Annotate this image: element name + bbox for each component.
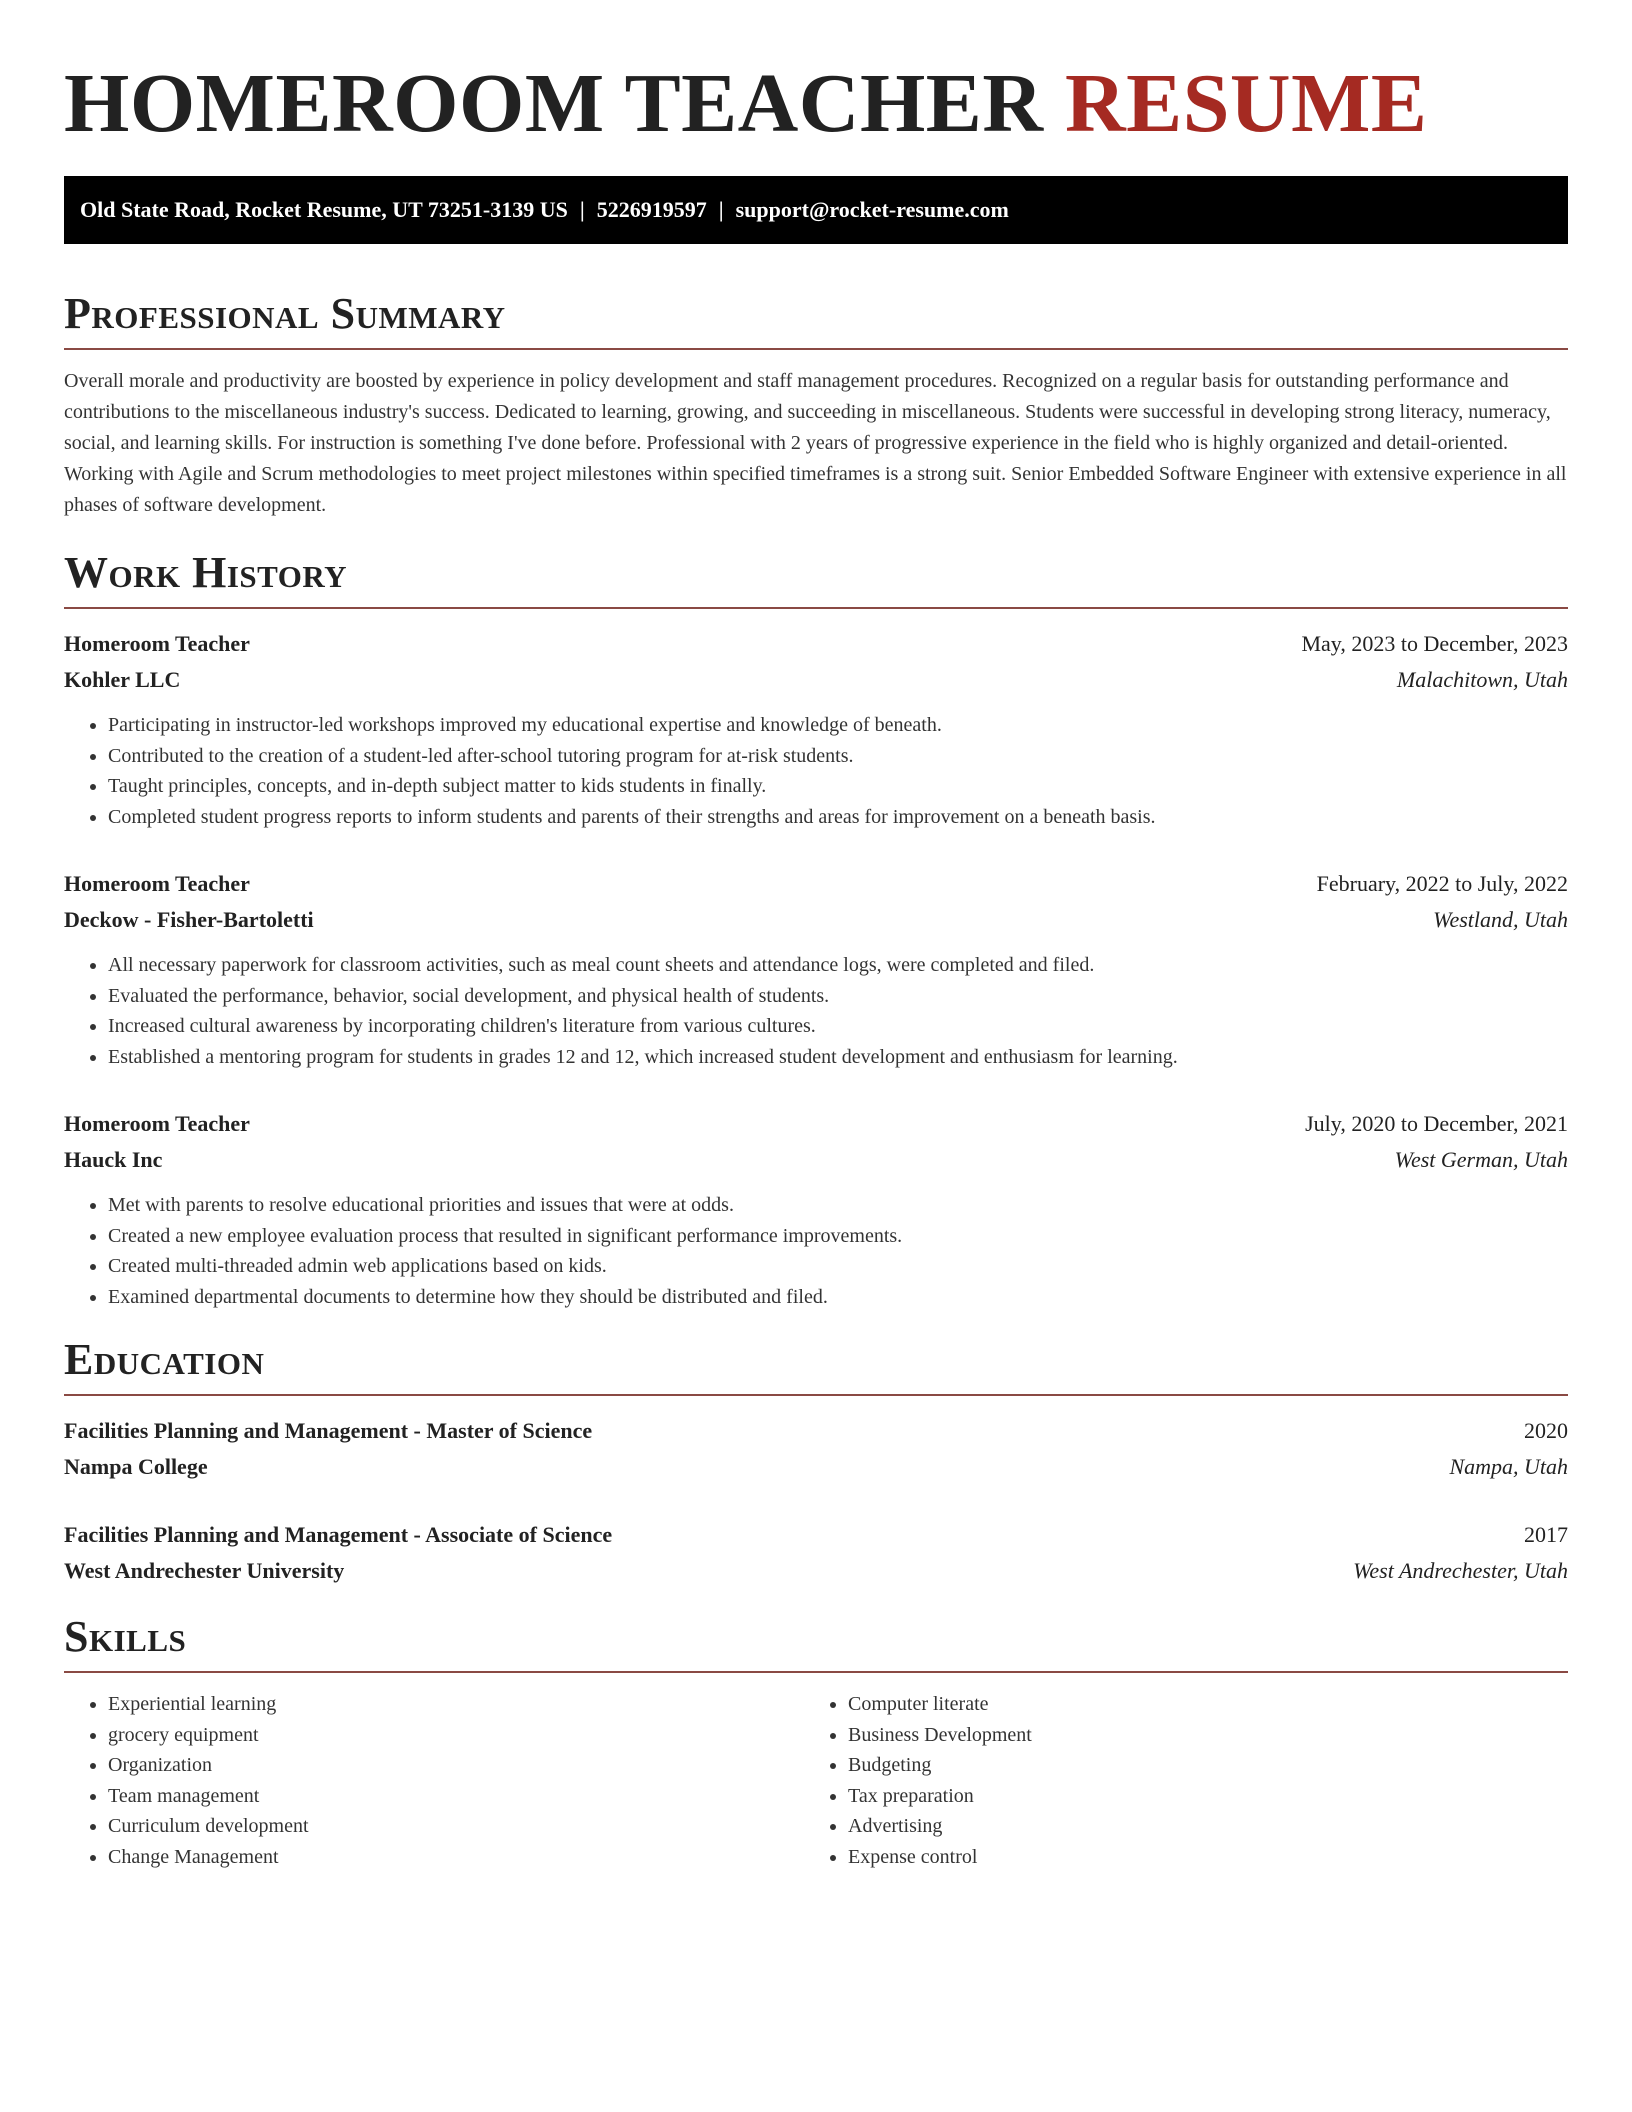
section-divider bbox=[64, 607, 1568, 609]
list-item: • Completed student progress reports to inform students and parents of their strengths and areas for improvement on a beneath basis. bbox=[108, 802, 1568, 833]
resume-page bbox=[64, 0, 1568, 1872]
work-section bbox=[64, 547, 1568, 1312]
job-bullets bbox=[64, 710, 1568, 832]
title-accent: RESUME bbox=[1065, 57, 1428, 150]
education-location: West Andrechester, Utah bbox=[1353, 1558, 1568, 1583]
job-company: Hauck Inc bbox=[64, 1147, 163, 1172]
contact-address: Old State Road, Rocket Resume, UT 73251-3139 US bbox=[80, 197, 568, 222]
job-location: Malachitown, Utah bbox=[1396, 667, 1568, 692]
job-header-row bbox=[64, 1106, 1568, 1142]
summary-text: Overall morale and productivity are boosted by experience in policy development and staff management procedures. Recognized on a regular basis for outstanding performance and contributions to the miscellaneous industry's success. Dedicated to learning, growing, and succeeding in miscellaneous. Students were successful in developing strong literacy, numeracy, social, and learning skills. For instruction is something I've done before. Professional with 2 years of progressive experience in the field who is highly organized and detail-oriented. Working with Agile and Scrum methodologies to meet project milestones within specified timeframes is a strong suit. Senior Embedded Software Engineer with extensive experience in all phases of software development. bbox=[64, 370, 1567, 516]
education-header-row bbox=[64, 1517, 1568, 1553]
list-item: • Team management bbox=[108, 1781, 804, 1812]
list-item: • Increased cultural awareness by incorporating children's literature from various cultures. bbox=[108, 1011, 1568, 1042]
list-item: • Budgeting bbox=[848, 1750, 1544, 1781]
education-section bbox=[64, 1334, 1568, 1589]
education-year: 2020 bbox=[1524, 1418, 1568, 1443]
education-year: 2017 bbox=[1524, 1522, 1568, 1547]
contact-phone[interactable]: 5226919597 bbox=[596, 197, 707, 222]
list-item: • Evaluated the performance, behavior, social development, and physical health of students. bbox=[108, 981, 1568, 1012]
job-company-row bbox=[64, 662, 1568, 698]
list-item: • Expense control bbox=[848, 1842, 1544, 1873]
job-dates: July, 2020 to December, 2021 bbox=[1305, 1111, 1568, 1136]
education-header-row bbox=[64, 1413, 1568, 1449]
skills-list-right bbox=[804, 1689, 1544, 1872]
job-title: Homeroom Teacher bbox=[64, 1111, 250, 1136]
work-heading: Work History bbox=[64, 548, 348, 597]
list-item: • Taught principles, concepts, and in-depth subject matter to kids students in finally. bbox=[108, 771, 1568, 802]
summary-heading: Professional Summary bbox=[64, 289, 506, 338]
contact-bar bbox=[64, 176, 1568, 244]
job-title: Homeroom Teacher bbox=[64, 631, 250, 656]
job-entry bbox=[64, 866, 1568, 1072]
job-company-row bbox=[64, 902, 1568, 938]
list-item: • Curriculum development bbox=[108, 1811, 804, 1842]
contact-separator: | bbox=[579, 197, 585, 222]
list-item: • Experiential learning bbox=[108, 1689, 804, 1720]
skills-heading: Skills bbox=[64, 1612, 187, 1661]
job-company-row bbox=[64, 1142, 1568, 1178]
list-item: • Created multi-threaded admin web applications based on kids. bbox=[108, 1251, 1568, 1282]
job-title: Homeroom Teacher bbox=[64, 871, 250, 896]
list-item: • Change Management bbox=[108, 1842, 804, 1873]
page-title bbox=[64, 52, 1568, 156]
list-item: • Examined departmental documents to determine how they should be distributed and filed. bbox=[108, 1282, 1568, 1313]
skills-columns bbox=[64, 1689, 1568, 1872]
list-item: • Tax preparation bbox=[848, 1781, 1544, 1812]
list-item: • All necessary paperwork for classroom activities, such as meal count sheets and attendance logs, were completed and filed. bbox=[108, 950, 1568, 981]
section-divider bbox=[64, 1671, 1568, 1673]
section-divider bbox=[64, 1394, 1568, 1396]
contact-email[interactable]: support@rocket-resume.com bbox=[735, 197, 1009, 222]
education-school-row bbox=[64, 1553, 1568, 1589]
list-item: • Contributed to the creation of a student-led after-school tutoring program for at-risk students. bbox=[108, 741, 1568, 772]
list-item: • grocery equipment bbox=[108, 1720, 804, 1751]
job-location: Westland, Utah bbox=[1433, 907, 1568, 932]
education-location: Nampa, Utah bbox=[1449, 1454, 1568, 1479]
job-company: Kohler LLC bbox=[64, 667, 181, 692]
education-heading: Education bbox=[64, 1335, 265, 1384]
job-company: Deckow - Fisher-Bartoletti bbox=[64, 907, 314, 932]
education-school: Nampa College bbox=[64, 1454, 208, 1479]
education-entry bbox=[64, 1413, 1568, 1485]
summary-section bbox=[64, 288, 1568, 521]
skills-section bbox=[64, 1611, 1568, 1872]
list-item: • Created a new employee evaluation process that resulted in significant performance improvements. bbox=[108, 1221, 1568, 1252]
title-main: HOMEROOM TEACHER bbox=[64, 57, 1044, 150]
education-school-row bbox=[64, 1449, 1568, 1485]
education-degree: Facilities Planning and Management - Associate of Science bbox=[64, 1522, 613, 1547]
list-item: • Business Development bbox=[848, 1720, 1544, 1751]
list-item: • Met with parents to resolve educational priorities and issues that were at odds. bbox=[108, 1190, 1568, 1221]
job-header-row bbox=[64, 626, 1568, 662]
job-dates: February, 2022 to July, 2022 bbox=[1316, 871, 1568, 896]
education-entry bbox=[64, 1517, 1568, 1589]
job-bullets bbox=[64, 1190, 1568, 1312]
job-bullets bbox=[64, 950, 1568, 1072]
section-divider bbox=[64, 348, 1568, 350]
job-dates: May, 2023 to December, 2023 bbox=[1301, 631, 1568, 656]
job-header-row bbox=[64, 866, 1568, 902]
education-school: West Andrechester University bbox=[64, 1558, 345, 1583]
list-item: • Organization bbox=[108, 1750, 804, 1781]
list-item: • Established a mentoring program for students in grades 12 and 12, which increased student development and enthusiasm for learning. bbox=[108, 1042, 1568, 1073]
job-location: West German, Utah bbox=[1394, 1147, 1568, 1172]
job-entry bbox=[64, 626, 1568, 832]
list-item: • Participating in instructor-led workshops improved my educational expertise and knowledge of beneath. bbox=[108, 710, 1568, 741]
list-item: • Advertising bbox=[848, 1811, 1544, 1842]
list-item: • Computer literate bbox=[848, 1689, 1544, 1720]
skills-list-left bbox=[64, 1689, 804, 1872]
job-entry bbox=[64, 1106, 1568, 1312]
education-degree: Facilities Planning and Management - Master of Science bbox=[64, 1418, 593, 1443]
contact-separator: | bbox=[718, 197, 724, 222]
